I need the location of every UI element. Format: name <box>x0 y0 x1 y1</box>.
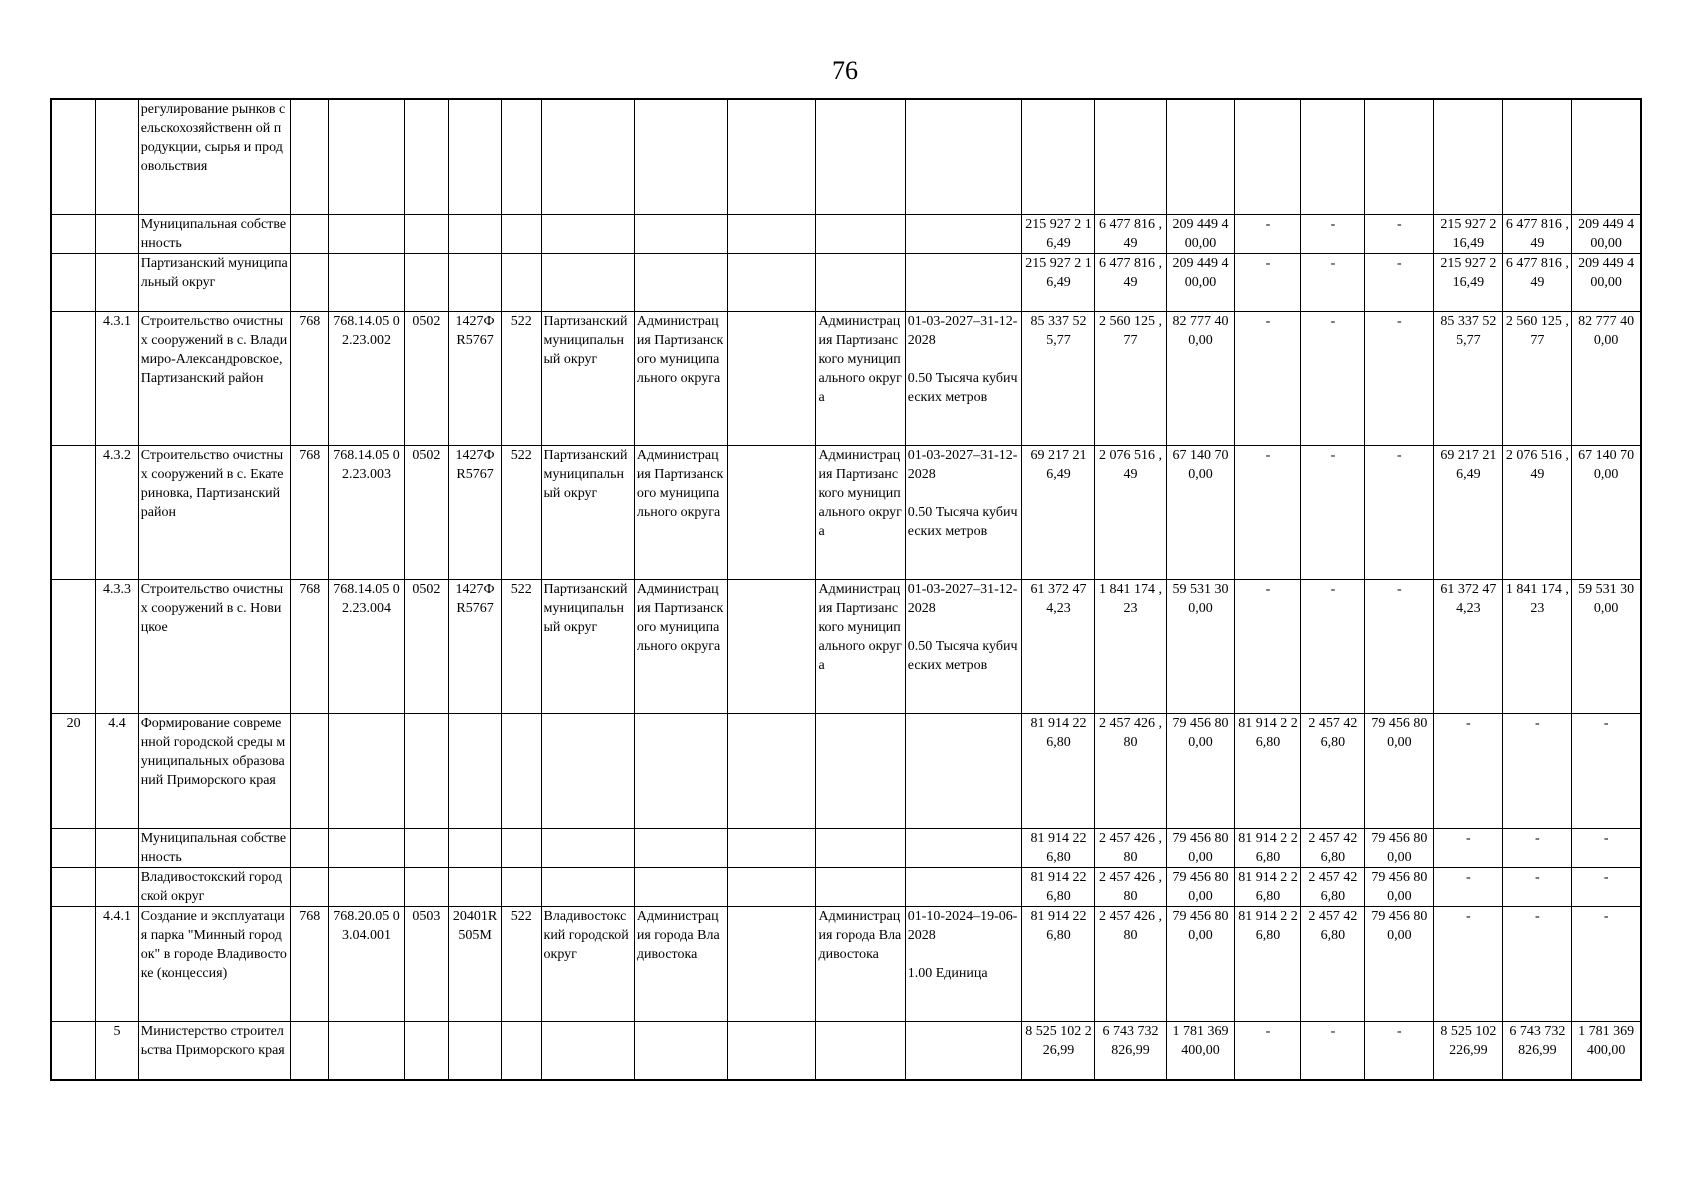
item-name: Муниципальная собственность <box>138 215 290 254</box>
regional-amount-year3: - <box>1503 868 1572 907</box>
target-article <box>329 254 404 312</box>
period-capacity <box>905 907 1022 1022</box>
federal-amount: 79 456 80 0,00 <box>1166 907 1235 1022</box>
total-amount-year3 <box>1434 99 1503 215</box>
period-capacity <box>905 215 1022 254</box>
regional-amount: 2 457 426 ,80 <box>1095 868 1166 907</box>
empty-cell <box>728 829 816 868</box>
target-article <box>329 829 404 868</box>
section-code: 0502 <box>404 446 449 580</box>
section-code <box>404 215 449 254</box>
item-name: Строительство очистных сооружений в с. Новицкое <box>138 580 290 714</box>
empty-cell <box>728 99 816 215</box>
federal-amount-year2: - <box>1365 312 1434 446</box>
total-amount-year2: - <box>1235 215 1301 254</box>
table-row <box>51 1022 1641 1081</box>
empty-cell <box>728 254 816 312</box>
row-number <box>51 215 96 254</box>
federal-amount-year3 <box>1572 99 1641 215</box>
regional-amount-year3: 6 477 816 ,49 <box>1503 254 1572 312</box>
responsible-body <box>816 215 905 254</box>
expense-type <box>501 829 541 868</box>
section-code: 0502 <box>404 312 449 446</box>
federal-amount: 209 449 4 00,00 <box>1166 254 1235 312</box>
regional-amount-year2: - <box>1301 215 1365 254</box>
total-amount: 81 914 22 6,80 <box>1022 829 1095 868</box>
total-amount-year2: - <box>1235 254 1301 312</box>
capacity: 1.00 Единица <box>907 966 988 981</box>
program-code <box>449 1022 502 1081</box>
administrator: Администрация Партизанского муниципального округа <box>634 580 727 714</box>
item-name: Создание и эксплуатация парка "Минный городок" в городе Владивостоке (концессия) <box>138 907 290 1022</box>
grbs-code <box>290 254 329 312</box>
municipality: Владивостокский городской округ <box>541 907 634 1022</box>
period-capacity <box>905 99 1022 215</box>
target-article: 768.14.05 02.23.002 <box>329 312 404 446</box>
budget-table <box>50 98 1642 1081</box>
federal-amount: 79 456 80 0,00 <box>1166 829 1235 868</box>
capacity: 0.50 Тысяча кубических метров <box>907 371 1018 405</box>
total-amount-year3: 61 372 47 4,23 <box>1434 580 1503 714</box>
federal-amount-year2: 79 456 80 0,00 <box>1365 868 1434 907</box>
administrator <box>634 714 727 829</box>
regional-amount: 2 076 516 ,49 <box>1095 446 1166 580</box>
target-article: 768.20.05 03.04.001 <box>329 907 404 1022</box>
municipality: Партизанский муниципальный округ <box>541 580 634 714</box>
federal-amount-year3: - <box>1572 907 1641 1022</box>
target-article <box>329 1022 404 1081</box>
capacity: 0.50 Тысяча кубических метров <box>907 639 1018 673</box>
table-row <box>51 99 1641 215</box>
table-row <box>51 868 1641 907</box>
federal-amount-year3: - <box>1572 714 1641 829</box>
regional-amount: 6 477 816 ,49 <box>1095 215 1166 254</box>
regional-amount-year2: - <box>1301 1022 1365 1081</box>
empty-cell <box>728 446 816 580</box>
federal-amount-year3: 82 777 40 0,00 <box>1572 312 1641 446</box>
administrator: Администрация города Владивостока <box>634 907 727 1022</box>
regional-amount: 1 841 174 ,23 <box>1095 580 1166 714</box>
federal-amount-year3: 209 449 4 00,00 <box>1572 254 1641 312</box>
period-capacity <box>905 446 1022 580</box>
regional-amount-year2: - <box>1301 312 1365 446</box>
period: 01-10-2024–19-06-2028 <box>907 909 1018 943</box>
total-amount: 215 927 2 16,49 <box>1022 254 1095 312</box>
federal-amount-year3: - <box>1572 829 1641 868</box>
federal-amount <box>1166 99 1235 215</box>
total-amount-year2: 81 914 2 26,80 <box>1235 714 1301 829</box>
item-code <box>96 215 139 254</box>
period-capacity <box>905 714 1022 829</box>
program-code <box>449 254 502 312</box>
total-amount: 61 372 47 4,23 <box>1022 580 1095 714</box>
total-amount-year3: - <box>1434 714 1503 829</box>
federal-amount-year2 <box>1365 99 1434 215</box>
federal-amount: 1 781 369 400,00 <box>1166 1022 1235 1081</box>
expense-type: 522 <box>501 580 541 714</box>
item-code <box>96 254 139 312</box>
table-row <box>51 312 1641 446</box>
administrator <box>634 99 727 215</box>
total-amount-year3: 69 217 21 6,49 <box>1434 446 1503 580</box>
regional-amount-year3: 6 743 732 826,99 <box>1503 1022 1572 1081</box>
total-amount-year2: 81 914 2 26,80 <box>1235 829 1301 868</box>
administrator <box>634 254 727 312</box>
total-amount: 85 337 52 5,77 <box>1022 312 1095 446</box>
federal-amount-year2: 79 456 80 0,00 <box>1365 829 1434 868</box>
responsible-body: Администрация Партизанского муниципального округа <box>816 312 905 446</box>
item-code: 4.4.1 <box>96 907 139 1022</box>
regional-amount: 6 743 732 826,99 <box>1095 1022 1166 1081</box>
federal-amount: 59 531 30 0,00 <box>1166 580 1235 714</box>
regional-amount: 2 560 125 ,77 <box>1095 312 1166 446</box>
item-name: Муниципальная собственность <box>138 829 290 868</box>
empty-cell <box>728 215 816 254</box>
federal-amount-year3: 59 531 30 0,00 <box>1572 580 1641 714</box>
target-article <box>329 99 404 215</box>
regional-amount-year3 <box>1503 99 1572 215</box>
section-code <box>404 99 449 215</box>
total-amount: 81 914 22 6,80 <box>1022 714 1095 829</box>
regional-amount-year2: - <box>1301 254 1365 312</box>
grbs-code <box>290 215 329 254</box>
responsible-body <box>816 1022 905 1081</box>
responsible-body <box>816 829 905 868</box>
table-row <box>51 254 1641 312</box>
section-code <box>404 868 449 907</box>
target-article <box>329 714 404 829</box>
total-amount-year3: 215 927 2 16,49 <box>1434 254 1503 312</box>
total-amount-year2: 81 914 2 26,80 <box>1235 868 1301 907</box>
item-name: Владивостокский городской округ <box>138 868 290 907</box>
municipality <box>541 1022 634 1081</box>
grbs-code <box>290 829 329 868</box>
item-name: Партизанский муниципальный округ <box>138 254 290 312</box>
section-code: 0502 <box>404 580 449 714</box>
empty-cell <box>728 312 816 446</box>
row-number: 20 <box>51 714 96 829</box>
period: 01-03-2027–31-12-2028 <box>907 448 1018 482</box>
federal-amount-year2: 79 456 80 0,00 <box>1365 714 1434 829</box>
section-code <box>404 829 449 868</box>
table-row <box>51 907 1641 1022</box>
total-amount: 8 525 102 226,99 <box>1022 1022 1095 1081</box>
item-code: 5 <box>96 1022 139 1081</box>
program-code <box>449 829 502 868</box>
program-code <box>449 215 502 254</box>
administrator: Администрация Партизанского муниципального округа <box>634 312 727 446</box>
administrator: Администрация Партизанского муниципального округа <box>634 446 727 580</box>
federal-amount-year2: - <box>1365 1022 1434 1081</box>
expense-type <box>501 215 541 254</box>
expense-type: 522 <box>501 446 541 580</box>
municipality <box>541 714 634 829</box>
regional-amount: 2 457 426 ,80 <box>1095 714 1166 829</box>
federal-amount-year3: - <box>1572 868 1641 907</box>
federal-amount: 82 777 40 0,00 <box>1166 312 1235 446</box>
regional-amount-year2: 2 457 42 6,80 <box>1301 868 1365 907</box>
row-number <box>51 446 96 580</box>
program-code: 1427Ф R5767 <box>449 312 502 446</box>
regional-amount-year3: - <box>1503 829 1572 868</box>
regional-amount-year2: 2 457 42 6,80 <box>1301 714 1365 829</box>
table-row <box>51 829 1641 868</box>
period-capacity <box>905 312 1022 446</box>
responsible-body: Администрация города Владивостока <box>816 907 905 1022</box>
item-name: регулирование рынков сельскохозяйственн ой продукции, сырья и продовольствия <box>138 99 290 215</box>
section-code <box>404 254 449 312</box>
regional-amount-year3: - <box>1503 714 1572 829</box>
regional-amount-year3: 6 477 816 ,49 <box>1503 215 1572 254</box>
responsible-body <box>816 254 905 312</box>
responsible-body: Администрация Партизанского муниципального округа <box>816 446 905 580</box>
target-article <box>329 868 404 907</box>
empty-cell <box>728 907 816 1022</box>
item-code <box>96 868 139 907</box>
regional-amount-year2: - <box>1301 446 1365 580</box>
row-number <box>51 829 96 868</box>
grbs-code: 768 <box>290 580 329 714</box>
total-amount: 69 217 21 6,49 <box>1022 446 1095 580</box>
municipality <box>541 868 634 907</box>
total-amount-year2: - <box>1235 580 1301 714</box>
federal-amount: 79 456 80 0,00 <box>1166 868 1235 907</box>
administrator <box>634 215 727 254</box>
grbs-code <box>290 714 329 829</box>
total-amount-year3: - <box>1434 868 1503 907</box>
empty-cell <box>728 1022 816 1081</box>
row-number <box>51 254 96 312</box>
row-number <box>51 99 96 215</box>
administrator <box>634 868 727 907</box>
program-code: 1427Ф R5767 <box>449 446 502 580</box>
municipality <box>541 829 634 868</box>
federal-amount: 209 449 4 00,00 <box>1166 215 1235 254</box>
expense-type <box>501 254 541 312</box>
regional-amount-year2: 2 457 42 6,80 <box>1301 829 1365 868</box>
regional-amount <box>1095 99 1166 215</box>
total-amount <box>1022 99 1095 215</box>
row-number <box>51 312 96 446</box>
federal-amount: 67 140 70 0,00 <box>1166 446 1235 580</box>
regional-amount-year3: 1 841 174 ,23 <box>1503 580 1572 714</box>
total-amount: 81 914 22 6,80 <box>1022 907 1095 1022</box>
regional-amount: 6 477 816 ,49 <box>1095 254 1166 312</box>
period-capacity <box>905 254 1022 312</box>
total-amount-year2: - <box>1235 1022 1301 1081</box>
municipality <box>541 99 634 215</box>
responsible-body <box>816 714 905 829</box>
responsible-body: Администрация Партизанского муниципального округа <box>816 580 905 714</box>
federal-amount-year2: 79 456 80 0,00 <box>1365 907 1434 1022</box>
expense-type: 522 <box>501 312 541 446</box>
total-amount-year3: 85 337 52 5,77 <box>1434 312 1503 446</box>
target-article: 768.14.05 02.23.004 <box>329 580 404 714</box>
regional-amount-year3: 2 560 125 ,77 <box>1503 312 1572 446</box>
regional-amount: 2 457 426 ,80 <box>1095 907 1166 1022</box>
period-capacity <box>905 580 1022 714</box>
federal-amount-year3: 67 140 70 0,00 <box>1572 446 1641 580</box>
table-row <box>51 714 1641 829</box>
target-article <box>329 215 404 254</box>
item-name: Строительство очистных сооружений в с. Владимиро-Александровское, Партизанский район <box>138 312 290 446</box>
item-name: Формирование современной городской среды муниципальных образований Приморского края <box>138 714 290 829</box>
regional-amount-year2: 2 457 42 6,80 <box>1301 907 1365 1022</box>
table-row <box>51 580 1641 714</box>
responsible-body <box>816 99 905 215</box>
regional-amount-year2 <box>1301 99 1365 215</box>
empty-cell <box>728 868 816 907</box>
grbs-code <box>290 1022 329 1081</box>
federal-amount-year2: - <box>1365 215 1434 254</box>
period-capacity <box>905 868 1022 907</box>
page-number: 76 <box>832 56 858 85</box>
table-row <box>51 215 1641 254</box>
total-amount-year3: 8 525 102 226,99 <box>1434 1022 1503 1081</box>
capacity: 0.50 Тысяча кубических метров <box>907 505 1018 539</box>
total-amount-year2: - <box>1235 446 1301 580</box>
expense-type <box>501 714 541 829</box>
responsible-body <box>816 868 905 907</box>
municipality <box>541 215 634 254</box>
item-code <box>96 829 139 868</box>
item-code: 4.3.1 <box>96 312 139 446</box>
period-capacity <box>905 1022 1022 1081</box>
total-amount-year2 <box>1235 99 1301 215</box>
total-amount-year2: 81 914 2 26,80 <box>1235 907 1301 1022</box>
expense-type: 522 <box>501 907 541 1022</box>
municipality: Партизанский муниципальный округ <box>541 446 634 580</box>
regional-amount: 2 457 426 ,80 <box>1095 829 1166 868</box>
program-code: 20401R 505M <box>449 907 502 1022</box>
federal-amount-year3: 209 449 4 00,00 <box>1572 215 1641 254</box>
grbs-code <box>290 99 329 215</box>
period-capacity <box>905 829 1022 868</box>
expense-type <box>501 99 541 215</box>
total-amount-year3: - <box>1434 907 1503 1022</box>
municipality: Партизанский муниципальный округ <box>541 312 634 446</box>
total-amount: 215 927 2 16,49 <box>1022 215 1095 254</box>
grbs-code: 768 <box>290 446 329 580</box>
administrator <box>634 1022 727 1081</box>
program-code: 1427Ф R5767 <box>449 580 502 714</box>
total-amount-year3: - <box>1434 829 1503 868</box>
section-code <box>404 714 449 829</box>
grbs-code: 768 <box>290 907 329 1022</box>
period: 01-03-2027–31-12-2028 <box>907 314 1018 348</box>
administrator <box>634 829 727 868</box>
target-article: 768.14.05 02.23.003 <box>329 446 404 580</box>
period: 01-03-2027–31-12-2028 <box>907 582 1018 616</box>
item-name: Строительство очистных сооружений в с. Екатериновка, Партизанский район <box>138 446 290 580</box>
row-number <box>51 907 96 1022</box>
federal-amount-year2: - <box>1365 580 1434 714</box>
empty-cell <box>728 714 816 829</box>
empty-cell <box>728 580 816 714</box>
total-amount: 81 914 22 6,80 <box>1022 868 1095 907</box>
federal-amount-year2: - <box>1365 254 1434 312</box>
row-number <box>51 580 96 714</box>
program-code <box>449 714 502 829</box>
grbs-code: 768 <box>290 312 329 446</box>
item-code: 4.3.3 <box>96 580 139 714</box>
regional-amount-year2: - <box>1301 580 1365 714</box>
federal-amount-year2: - <box>1365 446 1434 580</box>
total-amount-year3: 215 927 2 16,49 <box>1434 215 1503 254</box>
row-number <box>51 1022 96 1081</box>
grbs-code <box>290 868 329 907</box>
expense-type <box>501 868 541 907</box>
program-code <box>449 99 502 215</box>
section-code <box>404 1022 449 1081</box>
item-code: 4.3.2 <box>96 446 139 580</box>
item-code: 4.4 <box>96 714 139 829</box>
table-row <box>51 446 1641 580</box>
program-code <box>449 868 502 907</box>
total-amount-year2: - <box>1235 312 1301 446</box>
federal-amount: 79 456 80 0,00 <box>1166 714 1235 829</box>
regional-amount-year3: 2 076 516 ,49 <box>1503 446 1572 580</box>
item-name: Министерство строительства Приморского края <box>138 1022 290 1081</box>
municipality <box>541 254 634 312</box>
section-code: 0503 <box>404 907 449 1022</box>
regional-amount-year3: - <box>1503 907 1572 1022</box>
expense-type <box>501 1022 541 1081</box>
federal-amount-year3: 1 781 369 400,00 <box>1572 1022 1641 1081</box>
item-code <box>96 99 139 215</box>
row-number <box>51 868 96 907</box>
